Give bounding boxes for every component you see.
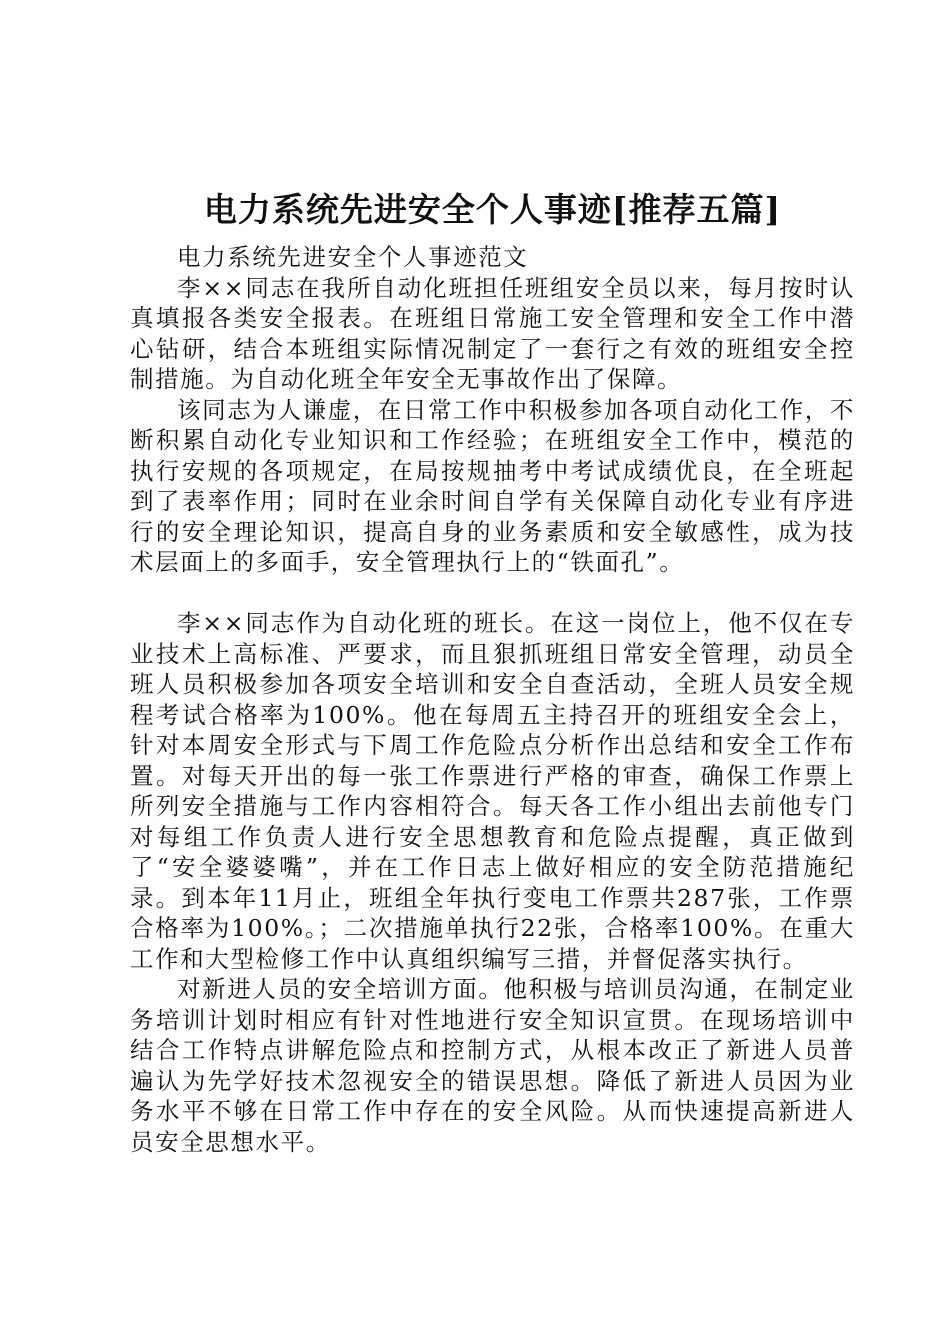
paragraph-spacer (130, 578, 855, 609)
paragraph-1: 李××同志在我所自动化班担任班组安全员以来，每月按时认真填报各类安全报表。在班组日常施工安全管理和安全工作中潜心钻研，结合本班组实际情况制定了一套行之有效的班组安全控制措施。为自动化班全年安全无事故作出了保障。 (130, 273, 855, 393)
document-subtitle: 电力系统先进安全个人事迹范文 (177, 243, 529, 271)
document-body (130, 186, 855, 1157)
paragraph-4: 对新进人员的安全培训方面。他积极与培训员沟通，在制定业务培训计划时相应有针对性地进行安全知识宣贯。在现场培训中结合工作特点讲解危险点和控制方式，从根本改正了新进人员普遍认为先学好技术忽视安全的错误思想。降低了新进人员因为业务水平不够在日常工作中存在的安全风险。从而快速提高新进人员安全思想水平。 (130, 975, 855, 1156)
document-title: 电力系统先进安全个人事迹[推荐五篇] (203, 190, 782, 229)
paragraph-2: 该同志为人谦虚，在日常工作中积极参加各项自动化工作，不断积累自动化专业知识和工作经验；在班组安全工作中，模范的执行安规的各项规定，在局按规抽考中考试成绩优良，在全班起到了表率作用；同时在业余时间自学有关保障自动化专业有序进行的安全理论知识，提高自身的业务素质和安全敏感性，成为技术层面上的多面手，安全管理执行上的“铁面孔”。 (130, 395, 855, 576)
paragraph-3: 李××同志作为自动化班的班长。在这一岗位上，他不仅在专业技术上高标准、严要求，而且狠抓班组日常安全管理，动员全班人员积极参加各项安全培训和安全自查活动，全班人员安全规程考试合格率为100%。他在每周五主持召开的班组安全会上，针对本周安全形式与下周工作危险点分析作出总结和安全工作布置。对每天开出的每一张工作票进行严格的审查，确保工作票上所列安全措施与工作内容相符合。每天各工作小组出去前他专门对每组工作负责人进行安全思想教育和危险点提醒，真正做到了“安全婆婆嘴”，并在工作日志上做好相应的安全防范措施纪录。到本年11月止，班组全年执行变电工作票共287张，工作票合格率为100%。；二次措施单执行22张，合格率100%。在重大工作和大型检修工作中认真组织编写三措，并督促落实执行。 (130, 609, 855, 973)
